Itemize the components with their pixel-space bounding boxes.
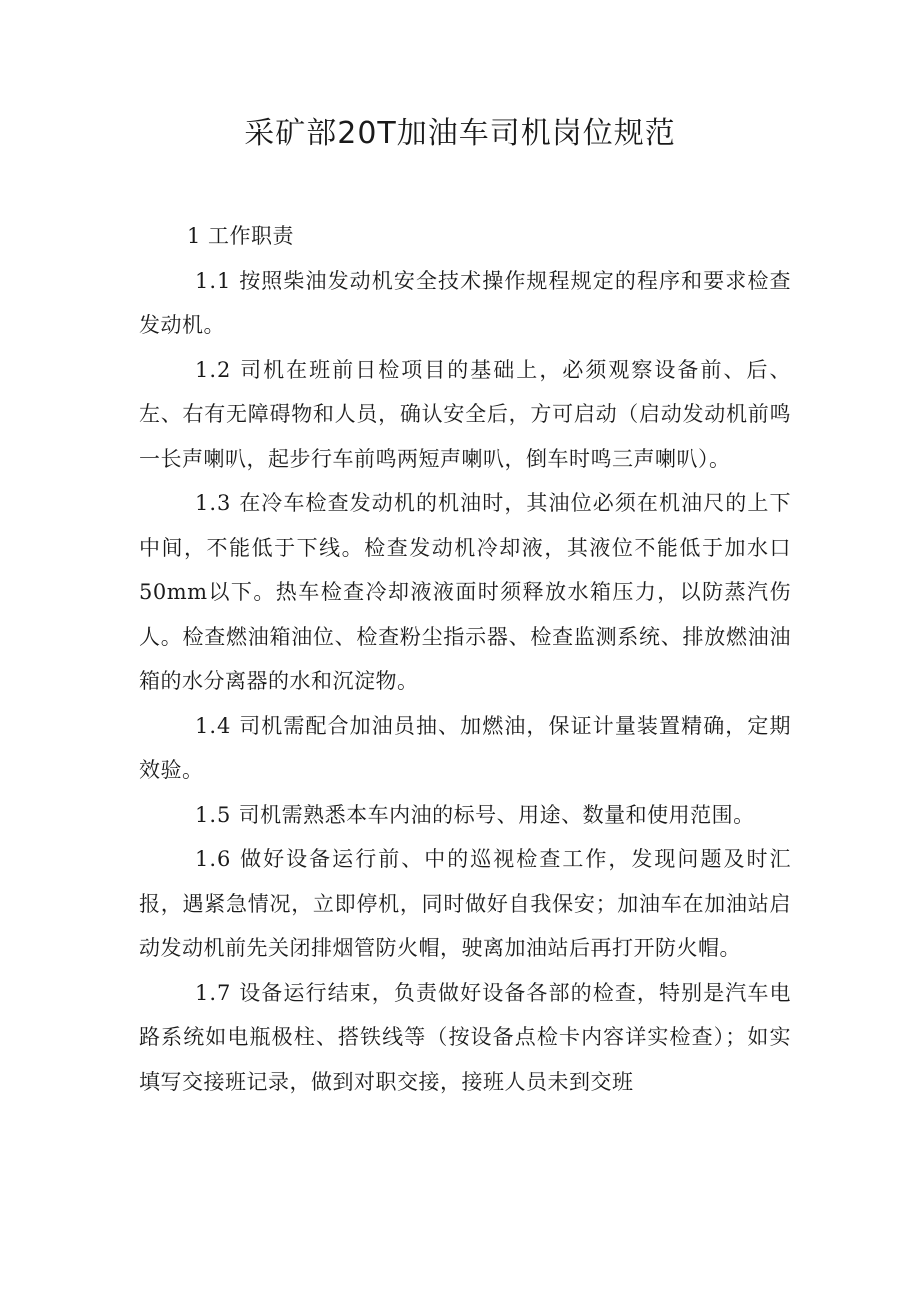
paragraph-number: 1.1 [195,268,232,293]
paragraph-text: 做好设备运行前、中的巡视检查工作，发现问题及时汇报，遇紧急情况，立即停机，同时做好自我保安；加油车在加油站启动发动机前先关闭排烟管防火帽，驶离加油站后再打开防火帽。 [139,847,791,960]
paragraph-1-4 [139,704,791,793]
paragraph-1-6 [139,837,791,971]
paragraph-text: 司机需配合加油员抽、加燃油，保证计量装置精确，定期效验。 [139,713,791,782]
paragraph-text: 司机在班前日检项目的基础上，必须观察设备前、后、左、右有无障碍物和人员，确认安全后，方可启动（启动发动机前鸣一长声喇叭，起步行车前鸣两短声喇叭，倒车时鸣三声喇叭）。 [139,357,791,471]
paragraph-number: 1.2 [195,357,232,382]
document-body [139,214,791,1104]
paragraph-1-2 [139,348,791,482]
paragraph-1-7 [139,971,791,1105]
paragraph-number: 1.5 [195,802,232,827]
paragraph-number: 1.6 [195,847,232,871]
paragraph-1-1 [139,259,791,348]
paragraph-number: 1.4 [195,713,232,738]
page-title: 采矿部20T加油车司机岗位规范 [244,116,676,151]
paragraph-1-5 [139,793,791,838]
paragraph-text: 按照柴油发动机安全技术操作规程规定的程序和要求检查发动机。 [139,268,791,337]
paragraph-number: 1.7 [195,980,232,1005]
paragraph-text: 在冷车检查发动机的机油时，其油位必须在机油尺的上下中间，不能低于下线。检查发动机冷却液，其液位不能低于加水口50mm以下。热车检查冷却液液面时须释放水箱压力，以防蒸汽伤人。检查燃油箱油位、检查粉尘指示器、检查监测系统、排放燃油油箱的水分离器的水和沉淀物。 [139,491,791,693]
paragraph-text: 司机需熟悉本车内油的标号、用途、数量和使用范围。 [238,802,755,827]
paragraph-text: 设备运行结束，负责做好设备各部的检查，特别是汽车电路系统如电瓶极柱、搭铁线等（按设备点检卡内容详实检查）；如实填写交接班记录，做到对职交接，接班人员未到交班 [139,980,791,1094]
paragraph-number: 1.3 [195,491,232,515]
section-heading: 1 工作职责 [187,224,295,248]
paragraph-1-3 [139,481,791,704]
